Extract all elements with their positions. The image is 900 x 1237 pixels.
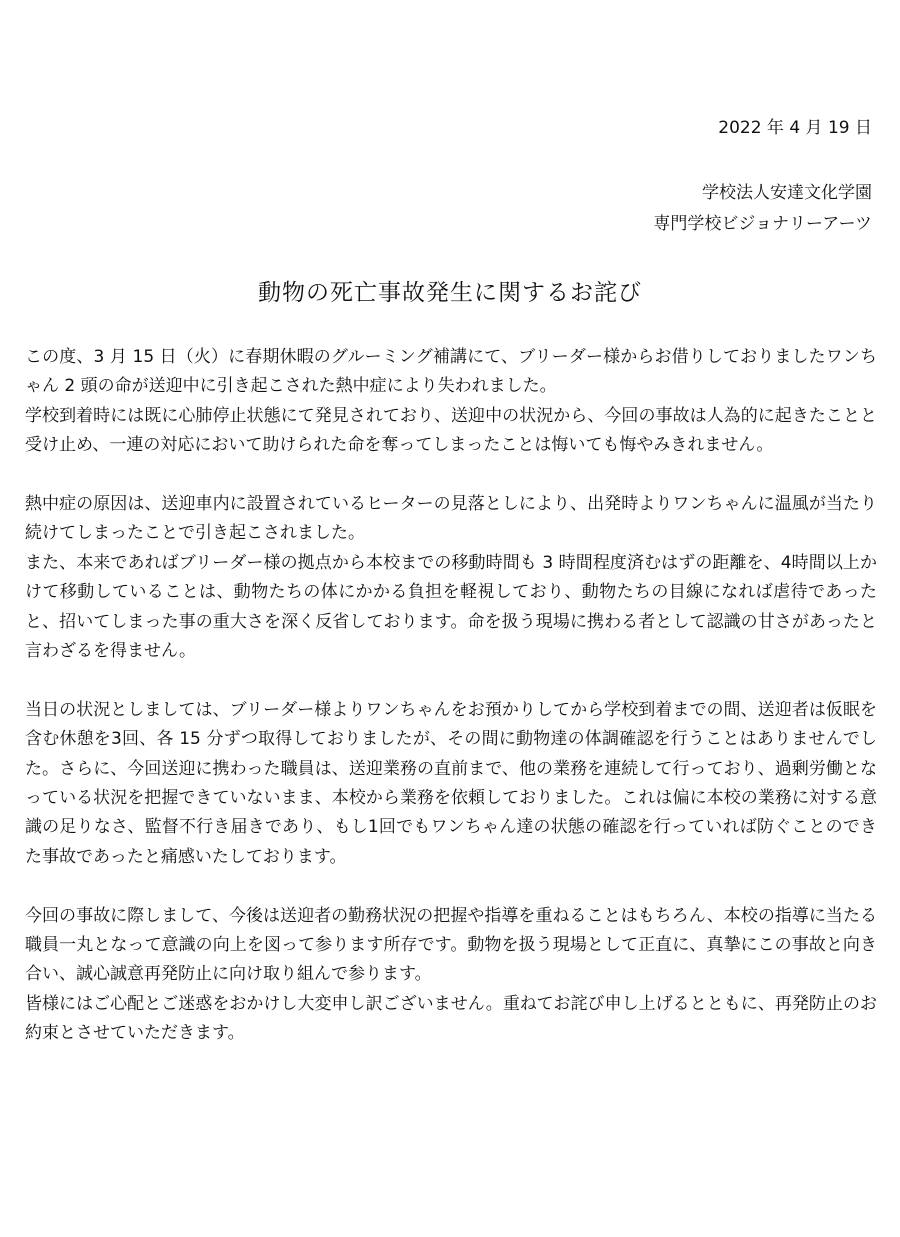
document-body — [25, 343, 877, 1078]
organization-block — [653, 178, 872, 240]
paragraph-line: 当日の状況としましては、ブリーダー様よりワンちゃんをお預かりしてから学校到着までの間、送迎者は仮眠を含む休憩を3回、各 15 分ずつ取得しておりましたが、その間に動物達の体調確認を行うことはありませんでした。さらに、今回送迎に携わった職員は、送迎業務の直前まで、他の業務を連続して行っており、過剰労働となっている状況を把握できていないまま、本校から業務を依頼しておりました。これは偏に本校の業務に対する意識の足りなさ、監督不行き届きであり、もし1回でもワンちゃん達の状態の確認を行っていれば防ぐことのできた事故であったと痛感いたしております。 — [25, 699, 877, 867]
document-title: 動物の死亡事故発生に関するお詫び — [258, 280, 642, 306]
paragraph-line: また、本来であればブリーダー様の拠点から本校までの移動時間も 3 時間程度済むはずの距離を、4時間以上かけて移動していることは、動物たちの体にかかる負担を軽視しており、動物たちの目線になれば虐待であったと、招いてしまった事の重大さを深く反省しております。命を扱う現場に携わる者として認識の甘さがあったと言わざるを得ません。 — [25, 552, 877, 662]
paragraph-line: 今回の事故に際しまして、今後は送迎者の勤務状況の把握や指導を重ねることはもちろん、本校の指導に当たる職員一丸となって意識の向上を図って参ります所存です。動物を扱う現場として正直に、真摯にこの事故と向き合い、誠心誠意再発防止に向け取り組んで参ります。 — [25, 905, 877, 985]
paragraph-incident — [25, 343, 877, 461]
organization-name: 学校法人安達文化学園 — [702, 183, 872, 203]
paragraph-circumstances — [25, 696, 877, 872]
paragraph-cause — [25, 490, 877, 666]
paragraph-line: この度、3 月 15 日（火）に春期休暇のグルーミング補講にて、ブリーダー様からお借りしておりましたワンちゃん 2 頭の命が送迎中に引き起こされた熱中症により失われました。 — [25, 347, 877, 397]
paragraph-line: 皆様にはご心配とご迷惑をおかけし大変申し訳ございません。重ねてお詫び申し上げるとともに、再発防止のお約束とさせていただきます。 — [25, 993, 877, 1044]
school-name: 専門学校ビジョナリーアーツ — [653, 214, 872, 234]
paragraph-line: 熱中症の原因は、送迎車内に設置されているヒーターの見落としにより、出発時よりワンちゃんに温風が当たり続けてしまったことで引き起こされました。 — [25, 494, 877, 544]
document-date: 2022 年 4 月 19 日 — [718, 118, 872, 138]
paragraph-line: 学校到着時には既に心肺停止状態にて発見されており、送迎中の状況から、今回の事故は人為的に起きたことと受け止め、一連の対応において助けられた命を奪ってしまったことは悔いても悔やみきれません。 — [25, 405, 877, 456]
paragraph-prevention — [25, 902, 877, 1049]
